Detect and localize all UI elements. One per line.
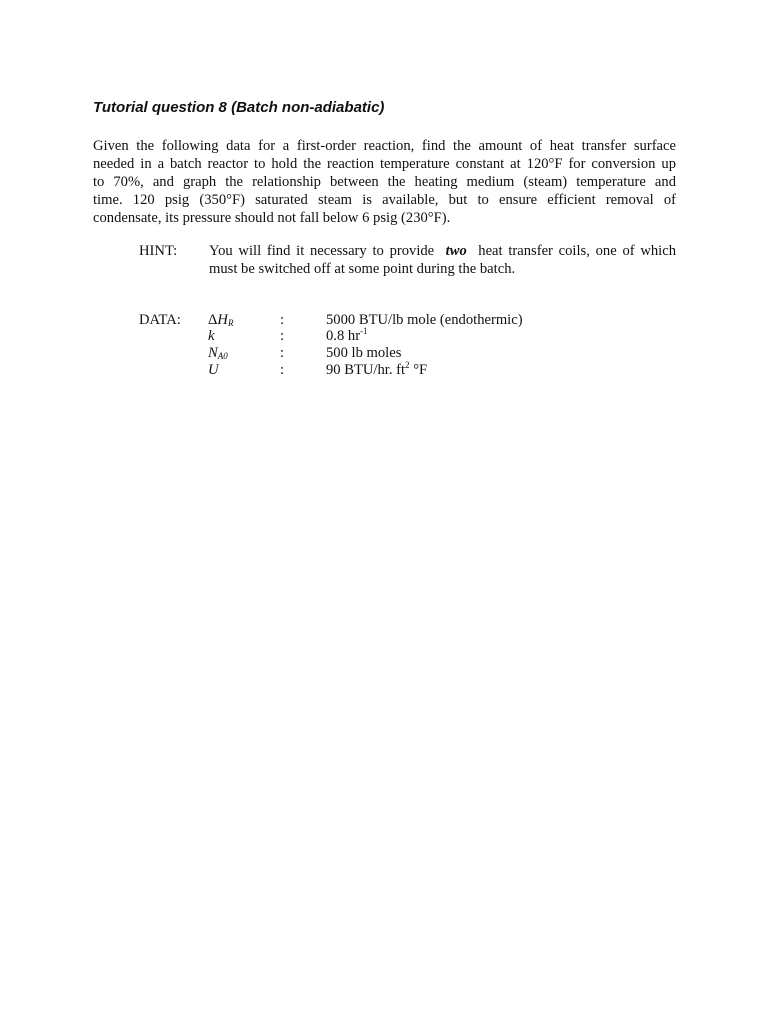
value-main: 90 BTU/hr. ft	[326, 362, 406, 378]
symbol-main: k	[208, 328, 215, 344]
symbol-subscript: R	[227, 318, 234, 328]
problem-line: needed in a batch reactor to hold the reaction temperature constant at 120°F for conversion up	[93, 156, 676, 172]
problem-line: to 70%, and graph the relationship between the heating medium (steam) temperature and	[93, 174, 676, 190]
symbol-main: N	[208, 345, 218, 361]
delta-symbol: Δ	[208, 312, 218, 328]
data-label: DATA:	[139, 312, 181, 328]
data-colon: :	[280, 328, 285, 344]
value-superscript: 2	[405, 360, 410, 370]
data-value	[326, 312, 523, 329]
data-symbol	[208, 328, 214, 345]
value-superscript: -1	[360, 326, 368, 336]
data-symbol	[208, 312, 233, 329]
data-symbol	[208, 362, 219, 379]
value-main: 5000 BTU/lb mole (endothermic)	[326, 312, 523, 328]
data-colon: :	[280, 312, 285, 328]
hint-text-before: You will find it necessary to provide	[209, 243, 440, 259]
symbol-main: H	[217, 312, 228, 328]
symbol-subscript: A0	[217, 351, 228, 361]
data-symbol	[208, 345, 228, 362]
problem-statement	[93, 137, 676, 227]
value-unit-suffix: °F	[409, 362, 428, 378]
data-value	[326, 362, 427, 379]
data-value	[326, 328, 368, 345]
data-colon: :	[280, 345, 285, 361]
data-colon: :	[280, 362, 285, 378]
hint-text	[209, 242, 676, 278]
data-value	[326, 345, 401, 362]
problem-line: time. 120 psig (350°F) saturated steam is available, but to ensure efficient removal of	[93, 192, 676, 208]
hint-text-after: heat transfer coils, one of which	[472, 243, 677, 259]
value-main: 500 lb moles	[326, 345, 402, 361]
hint-label: HINT:	[139, 243, 178, 259]
problem-line: condensate, its pressure should not fall below 6 psig (230°F).	[93, 210, 451, 226]
hint-emphasis: two	[445, 243, 467, 259]
page-title: Tutorial question 8 (Batch non-adiabatic)	[93, 99, 385, 116]
hint-line	[209, 242, 676, 260]
hint-line: must be switched off at some point during the batch.	[209, 261, 516, 277]
value-main: 0.8 hr	[326, 328, 361, 344]
symbol-main: U	[208, 362, 219, 378]
problem-line: Given the following data for a first-order reaction, find the amount of heat transfer surface	[93, 138, 676, 154]
